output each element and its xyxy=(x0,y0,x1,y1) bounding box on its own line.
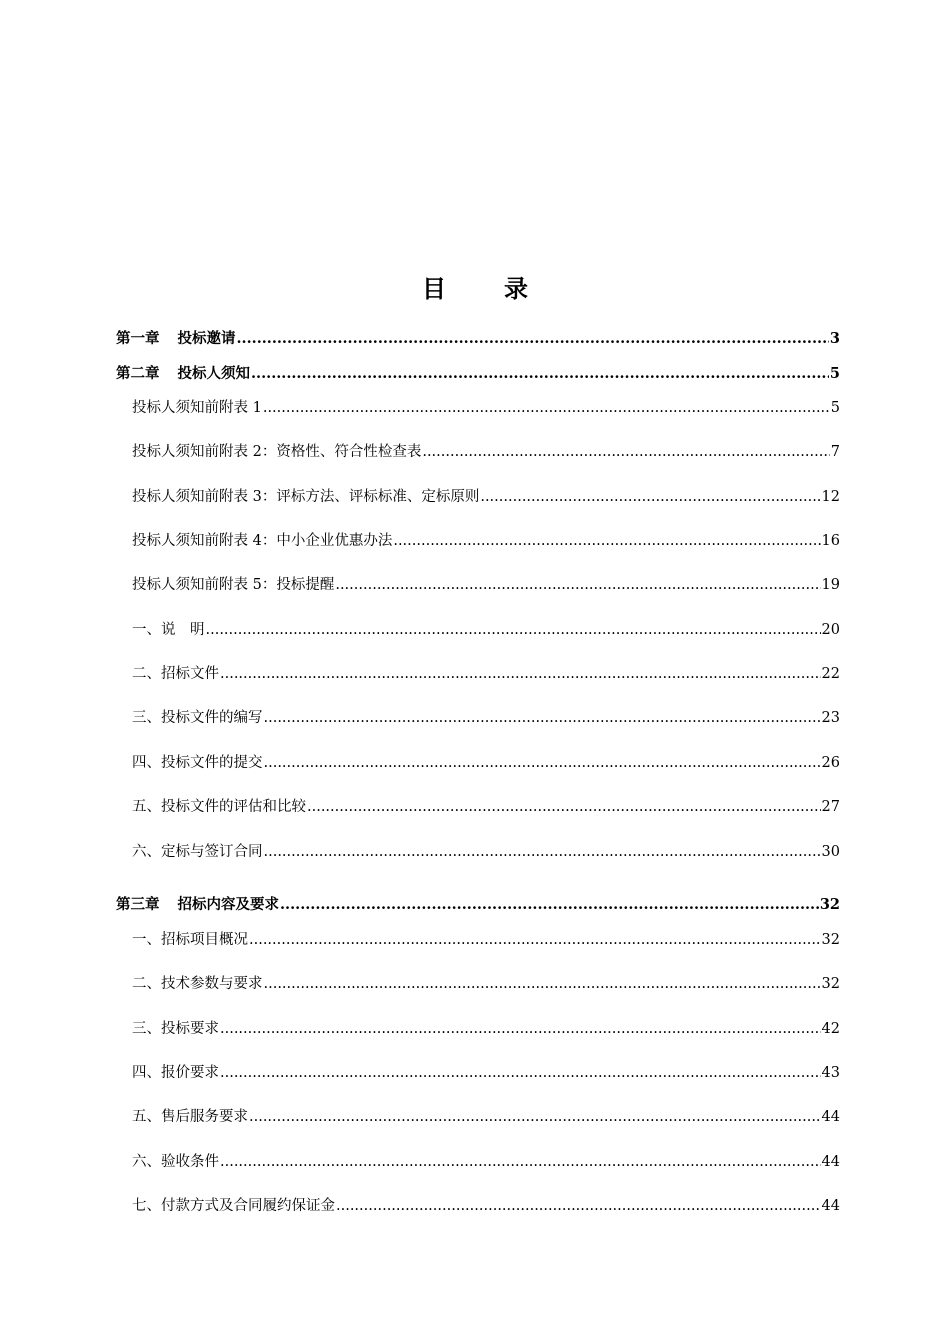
toc-entry-page: 26 xyxy=(821,755,840,771)
toc-entry-page: 3 xyxy=(829,330,840,347)
toc-entry[interactable] xyxy=(132,530,840,552)
toc-entry[interactable] xyxy=(132,1151,840,1173)
toc-entry-page: 30 xyxy=(821,844,840,860)
toc-entry[interactable] xyxy=(132,707,840,729)
toc-entry-page: 32 xyxy=(821,932,840,948)
toc-entry[interactable] xyxy=(132,1195,840,1217)
toc-entry-label: 四、投标文件的提交 xyxy=(132,755,263,771)
toc-entry-label: 七、付款方式及合同履约保证金 xyxy=(132,1198,335,1214)
toc-entry[interactable] xyxy=(132,1018,840,1040)
toc-entry-label: 六、验收条件 xyxy=(132,1154,219,1170)
toc-entry-label: 第三章 招标内容及要求 xyxy=(116,896,279,913)
toc-dot-leader xyxy=(220,1018,821,1040)
toc-entry-page: 5 xyxy=(830,400,840,416)
toc-title xyxy=(0,270,950,308)
toc-dot-leader xyxy=(237,328,829,350)
toc-entry-page: 23 xyxy=(821,710,840,726)
toc-entry-page: 20 xyxy=(821,622,840,638)
toc-entry[interactable] xyxy=(132,841,840,863)
toc-entry-label: 四、报价要求 xyxy=(132,1065,219,1081)
toc-dot-leader xyxy=(280,894,819,916)
toc-entry-label: 二、招标文件 xyxy=(132,666,219,682)
toc-dot-leader xyxy=(264,707,821,729)
toc-dot-leader xyxy=(480,486,820,508)
toc-entry-label: 第二章 投标人须知 xyxy=(116,365,250,382)
toc-entry[interactable] xyxy=(132,574,840,596)
toc-entry[interactable] xyxy=(132,752,840,774)
toc-entry[interactable] xyxy=(132,397,840,419)
toc-entry-page: 32 xyxy=(821,976,840,992)
toc-entry[interactable] xyxy=(132,1106,840,1128)
toc-entry-label: 第一章 投标邀请 xyxy=(116,330,236,347)
toc-dot-leader xyxy=(206,619,821,641)
toc-dot-leader xyxy=(220,663,821,685)
toc-entry-page: 5 xyxy=(829,365,840,382)
toc-entry[interactable] xyxy=(132,1062,840,1084)
toc-entry[interactable] xyxy=(132,441,840,463)
toc-dot-leader xyxy=(335,574,820,596)
toc-entry[interactable] xyxy=(132,973,840,995)
toc-entry-label: 一、招标项目概况 xyxy=(132,932,248,948)
toc-entry-page: 32 xyxy=(819,896,840,913)
toc-entry-label: 投标人须知前附表 1 xyxy=(132,400,262,416)
toc-entry-label: 一、说 明 xyxy=(132,622,205,638)
toc-dot-leader xyxy=(393,530,820,552)
toc-entry-page: 12 xyxy=(821,489,840,505)
toc-dot-leader xyxy=(336,1195,821,1217)
toc-entry-page: 7 xyxy=(830,444,840,460)
toc-entry[interactable] xyxy=(132,796,840,818)
toc-entry-label: 投标人须知前附表 3：评标方法、评标标准、定标原则 xyxy=(132,489,480,505)
toc-entry-chapter-1[interactable] xyxy=(116,328,840,350)
toc-entry[interactable] xyxy=(132,619,840,641)
toc-entry-label: 投标人须知前附表 4：中小企业优惠办法 xyxy=(132,533,393,549)
toc-entry-chapter-2[interactable] xyxy=(116,363,840,385)
toc-dot-leader xyxy=(264,752,821,774)
toc-entry-label: 投标人须知前附表 2：资格性、符合性检查表 xyxy=(132,444,422,460)
toc-entry-chapter-3[interactable] xyxy=(116,894,840,916)
toc-entry-label: 五、投标文件的评估和比较 xyxy=(132,799,306,815)
toc-dot-leader xyxy=(220,1062,821,1084)
toc-entry-page: 19 xyxy=(821,577,840,593)
toc-entry[interactable] xyxy=(132,663,840,685)
toc-title-left: 目 xyxy=(422,274,446,303)
toc-entry[interactable] xyxy=(132,486,840,508)
toc-entry-label: 二、技术参数与要求 xyxy=(132,976,263,992)
toc-entry-page: 16 xyxy=(821,533,840,549)
toc-dot-leader xyxy=(249,929,821,951)
toc-entry-page: 43 xyxy=(821,1065,840,1081)
toc-entry-label: 五、售后服务要求 xyxy=(132,1109,248,1125)
toc-entry-page: 44 xyxy=(821,1109,840,1125)
toc-dot-leader xyxy=(307,796,821,818)
toc-entry-label: 投标人须知前附表 5：投标提醒 xyxy=(132,577,335,593)
toc-dot-leader xyxy=(249,1106,821,1128)
toc-entry-page: 44 xyxy=(821,1154,840,1170)
toc-entry[interactable] xyxy=(132,929,840,951)
toc-entry-page: 42 xyxy=(821,1021,840,1037)
toc-dot-leader xyxy=(264,973,821,995)
toc-dot-leader xyxy=(263,397,830,419)
toc-entry-label: 三、投标要求 xyxy=(132,1021,219,1037)
toc-entry-label: 六、定标与签订合同 xyxy=(132,844,263,860)
toc-entry-page: 22 xyxy=(821,666,840,682)
toc-dot-leader xyxy=(422,441,829,463)
toc-dot-leader xyxy=(264,841,821,863)
toc-entry-page: 44 xyxy=(821,1198,840,1214)
toc-dot-leader xyxy=(220,1151,821,1173)
toc-dot-leader xyxy=(251,363,829,385)
toc-title-right: 录 xyxy=(504,274,528,303)
toc-entry-label: 三、投标文件的编写 xyxy=(132,710,263,726)
toc-entry-page: 27 xyxy=(821,799,840,815)
